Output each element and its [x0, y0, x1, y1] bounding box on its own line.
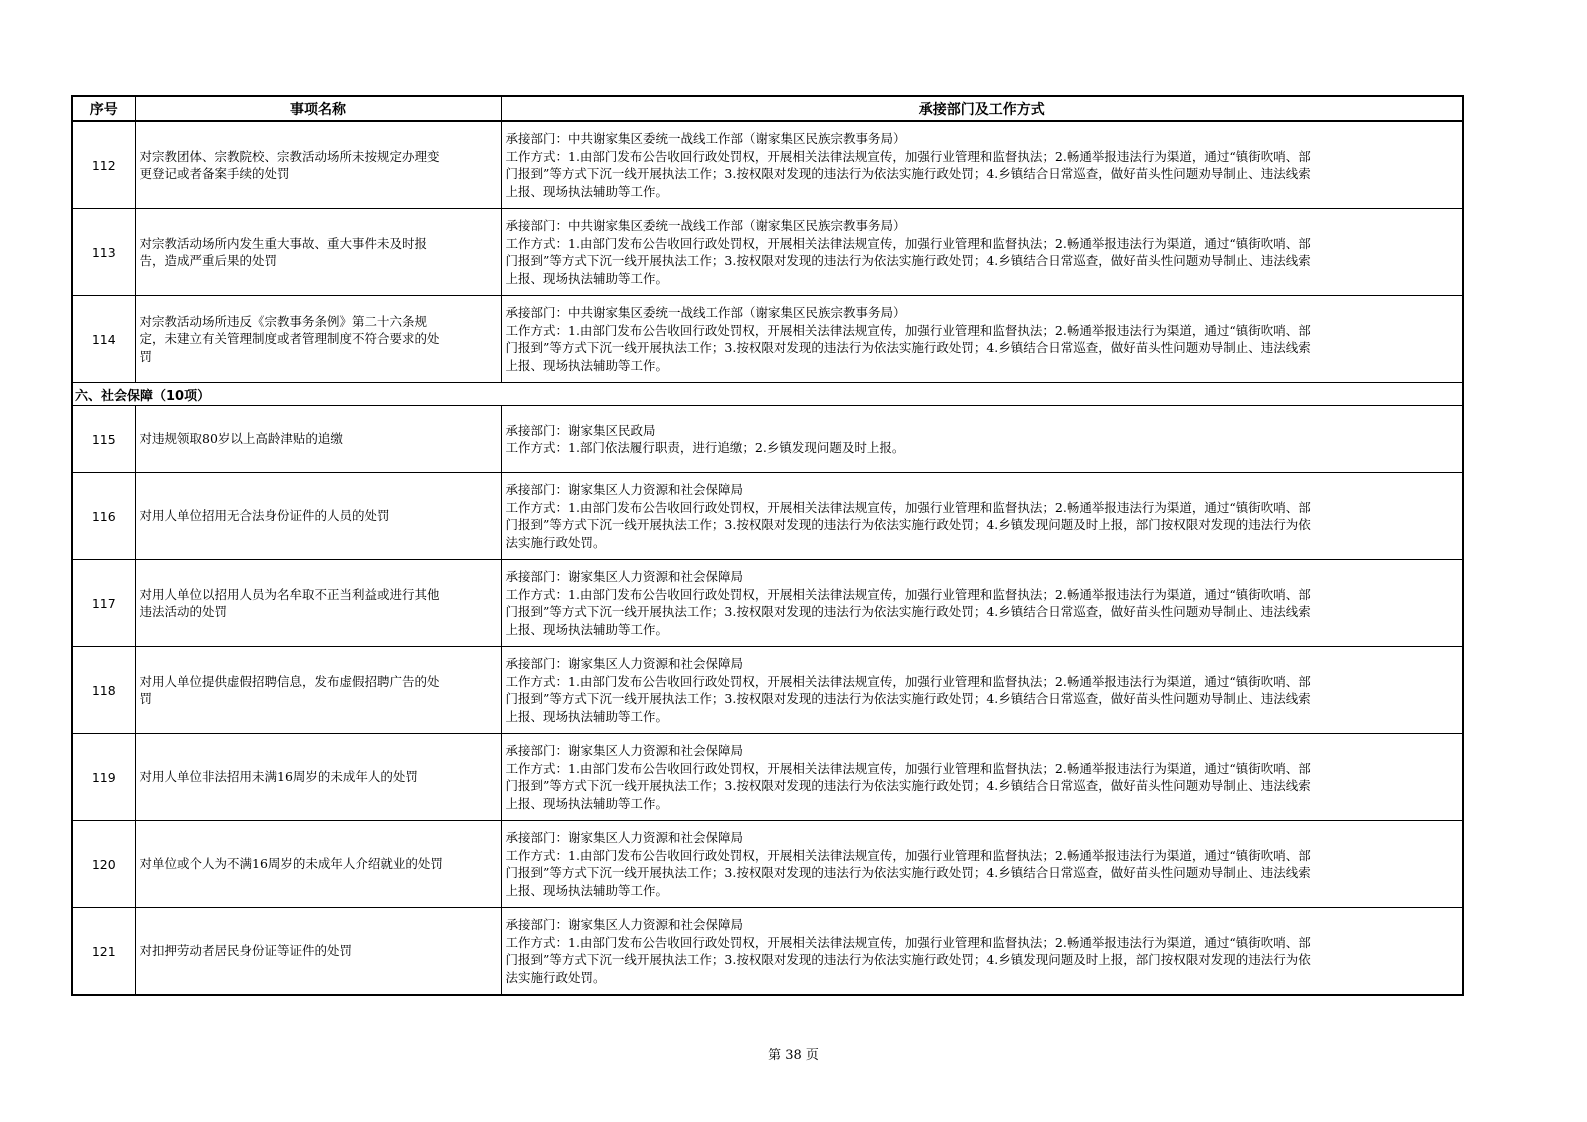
method-line: 上报、现场执法辅助等工作。 [505, 357, 669, 373]
method-line: 工作方式：1.由部门发布公告收回行政处罚权，开展相关法律法规宣传，加强行业管理和监督执法；2.畅通举报违法行为渠道，通过“镇街吹哨、部 [505, 586, 1311, 602]
item-table [71, 95, 1464, 996]
method-line: 门报到”等方式下沉一线开展执法工作；3.按权限对发现的违法行为依法实施行政处罚；4.乡镇结合日常巡查，做好苗头性问题劝导制止、违法线索 [505, 253, 1311, 268]
method-line: 门报到”等方式下沉一线开展执法工作；3.按权限对发现的违法行为依法实施行政处罚；4.乡镇结合日常巡查，做好苗头性问题劝导制止、违法线索 [505, 691, 1311, 706]
dept-line: 承接部门：谢家集区人力资源和社会保障局 [505, 830, 744, 845]
method-line: 工作方式：1.由部门发布公告收回行政处罚权，开展相关法律法规宣传，加强行业管理和监督执法；2.畅通举报违法行为渠道，通过“镇街吹哨、部 [505, 499, 1311, 515]
method-line: 门报到”等方式下沉一线开展执法工作；3.按权限对发现的违法行为依法实施行政处罚；4.乡镇结合日常巡查，做好苗头性问题劝导制止、违法线索 [505, 340, 1311, 355]
item-name-line: 对用人单位以招用人员为名牟取不正当利益或进行其他 [139, 586, 440, 602]
table-row [72, 209, 1463, 296]
item-name-line: 告，造成严重后果的处罚 [139, 253, 278, 268]
method-line: 门报到”等方式下沉一线开展执法工作；3.按权限对发现的违法行为依法实施行政处罚；4.乡镇发现问题及时上报，部门按权限对发现的违法行为依 [505, 952, 1311, 967]
dept-and-method [501, 296, 1463, 383]
item-name-line: 对违规领取80岁以上高龄津贴的追缴 [139, 431, 343, 447]
item-name-line: 对用人单位非法招用未满16周岁的未成年人的处罚 [139, 769, 418, 785]
header-name: 事项名称 [135, 96, 501, 121]
method-line: 工作方式：1.由部门发布公告收回行政处罚权，开展相关法律法规宣传，加强行业管理和监督执法；2.畅通举报违法行为渠道，通过“镇街吹哨、部 [505, 148, 1311, 164]
dept-and-method [501, 908, 1463, 996]
item-name [135, 908, 501, 996]
table-row [72, 121, 1463, 209]
table-row [72, 473, 1463, 560]
item-name-line: 对宗教活动场所违反《宗教事务条例》第二十六条规 [139, 313, 428, 329]
dept-and-method [501, 647, 1463, 734]
method-line: 工作方式：1.由部门发布公告收回行政处罚权，开展相关法律法规宣传，加强行业管理和监督执法；2.畅通举报违法行为渠道，通过“镇街吹哨、部 [505, 322, 1311, 338]
row-number: 116 [72, 473, 135, 560]
method-line: 上报、现场执法辅助等工作。 [505, 621, 669, 637]
table-row [72, 908, 1463, 996]
method-line: 门报到”等方式下沉一线开展执法工作；3.按权限对发现的违法行为依法实施行政处罚；4.乡镇结合日常巡查，做好苗头性问题劝导制止、违法线索 [505, 778, 1311, 793]
item-name-line: 对用人单位提供虚假招聘信息，发布虚假招聘广告的处 [139, 673, 440, 689]
method-line: 上报、现场执法辅助等工作。 [505, 795, 669, 811]
item-name-line: 对单位或个人为不满16周岁的未成年人介绍就业的处罚 [139, 856, 443, 872]
row-number: 120 [72, 821, 135, 908]
row-number: 114 [72, 296, 135, 383]
dept-line: 承接部门：谢家集区人力资源和社会保障局 [505, 656, 744, 671]
row-number: 115 [72, 406, 135, 473]
method-line: 上报、现场执法辅助等工作。 [505, 270, 669, 286]
dept-line: 承接部门：谢家集区人力资源和社会保障局 [505, 569, 744, 584]
table-row [72, 821, 1463, 908]
section-row [72, 383, 1463, 406]
method-line: 工作方式：1.由部门发布公告收回行政处罚权，开展相关法律法规宣传，加强行业管理和监督执法；2.畅通举报违法行为渠道，通过“镇街吹哨、部 [505, 673, 1311, 689]
method-line: 工作方式：1.由部门发布公告收回行政处罚权，开展相关法律法规宣传，加强行业管理和监督执法；2.畅通举报违法行为渠道，通过“镇街吹哨、部 [505, 760, 1311, 776]
dept-and-method [501, 821, 1463, 908]
table-row [72, 296, 1463, 383]
method-line: 门报到”等方式下沉一线开展执法工作；3.按权限对发现的违法行为依法实施行政处罚；4.乡镇结合日常巡查，做好苗头性问题劝导制止、违法线索 [505, 166, 1311, 181]
row-number: 113 [72, 209, 135, 296]
header-num: 序号 [72, 96, 135, 121]
table-row [72, 560, 1463, 647]
method-line: 门报到”等方式下沉一线开展执法工作；3.按权限对发现的违法行为依法实施行政处罚；4.乡镇结合日常巡查，做好苗头性问题劝导制止、违法线索 [505, 604, 1311, 619]
dept-line: 承接部门：中共谢家集区委统一战线工作部（谢家集区民族宗教事务局） [505, 305, 906, 320]
item-name-line: 罚 [139, 691, 153, 706]
method-line: 上报、现场执法辅助等工作。 [505, 183, 669, 199]
method-line: 上报、现场执法辅助等工作。 [505, 882, 669, 898]
row-number: 117 [72, 560, 135, 647]
row-number: 121 [72, 908, 135, 996]
header-dept: 承接部门及工作方式 [501, 96, 1463, 121]
table-header-row [72, 96, 1463, 121]
dept-line: 承接部门：中共谢家集区委统一战线工作部（谢家集区民族宗教事务局） [505, 131, 906, 146]
item-name-line: 对宗教团体、宗教院校、宗教活动场所未按规定办理变 [139, 148, 440, 164]
method-line: 工作方式：1.由部门发布公告收回行政处罚权，开展相关法律法规宣传，加强行业管理和监督执法；2.畅通举报违法行为渠道，通过“镇街吹哨、部 [505, 235, 1311, 251]
dept-line: 承接部门：谢家集区人力资源和社会保障局 [505, 482, 744, 497]
method-line: 上报、现场执法辅助等工作。 [505, 708, 669, 724]
item-name [135, 121, 501, 209]
item-name-line: 罚 [139, 348, 153, 364]
row-number: 118 [72, 647, 135, 734]
item-name [135, 560, 501, 647]
dept-and-method [501, 406, 1463, 473]
item-name [135, 734, 501, 821]
method-line: 工作方式：1.部门依法履行职责，进行追缴；2.乡镇发现问题及时上报。 [505, 440, 905, 455]
dept-and-method [501, 121, 1463, 209]
item-name-line: 违法活动的处罚 [139, 604, 228, 619]
item-name-line: 更登记或者备案手续的处罚 [139, 166, 290, 181]
method-line: 法实施行政处罚。 [505, 969, 606, 985]
method-line: 法实施行政处罚。 [505, 534, 606, 550]
dept-and-method [501, 473, 1463, 560]
dept-and-method [501, 560, 1463, 647]
item-name-line: 定，未建立有关管理制度或者管理制度不符合要求的处 [139, 331, 440, 347]
item-name [135, 473, 501, 560]
row-number: 112 [72, 121, 135, 209]
item-name-line: 对用人单位招用无合法身份证件的人员的处罚 [139, 508, 390, 524]
table-row [72, 734, 1463, 821]
dept-line: 承接部门：谢家集区民政局 [505, 422, 656, 438]
dept-line: 承接部门：谢家集区人力资源和社会保障局 [505, 917, 744, 932]
item-name [135, 296, 501, 383]
method-line: 工作方式：1.由部门发布公告收回行政处罚权，开展相关法律法规宣传，加强行业管理和监督执法；2.畅通举报违法行为渠道，通过“镇街吹哨、部 [505, 847, 1311, 863]
page-number: 第 38 页 [768, 1048, 819, 1063]
item-name-line: 对宗教活动场所内发生重大事故、重大事件未及时报 [139, 235, 428, 251]
item-name [135, 209, 501, 296]
section-title: 六、社会保障（10项） [72, 383, 1463, 406]
item-name [135, 647, 501, 734]
item-name-line: 对扣押劳动者居民身份证等证件的处罚 [139, 943, 353, 959]
item-name [135, 406, 501, 473]
dept-and-method [501, 209, 1463, 296]
table-row [72, 406, 1463, 473]
method-line: 门报到”等方式下沉一线开展执法工作；3.按权限对发现的违法行为依法实施行政处罚；4.乡镇发现问题及时上报，部门按权限对发现的违法行为依 [505, 517, 1311, 532]
method-line: 工作方式：1.由部门发布公告收回行政处罚权，开展相关法律法规宣传，加强行业管理和监督执法；2.畅通举报违法行为渠道，通过“镇街吹哨、部 [505, 934, 1311, 950]
table-row [72, 647, 1463, 734]
item-name [135, 821, 501, 908]
method-line: 门报到”等方式下沉一线开展执法工作；3.按权限对发现的违法行为依法实施行政处罚；4.乡镇结合日常巡查，做好苗头性问题劝导制止、违法线索 [505, 865, 1311, 880]
dept-line: 承接部门：中共谢家集区委统一战线工作部（谢家集区民族宗教事务局） [505, 218, 906, 233]
row-number: 119 [72, 734, 135, 821]
dept-line: 承接部门：谢家集区人力资源和社会保障局 [505, 743, 744, 758]
dept-and-method [501, 734, 1463, 821]
